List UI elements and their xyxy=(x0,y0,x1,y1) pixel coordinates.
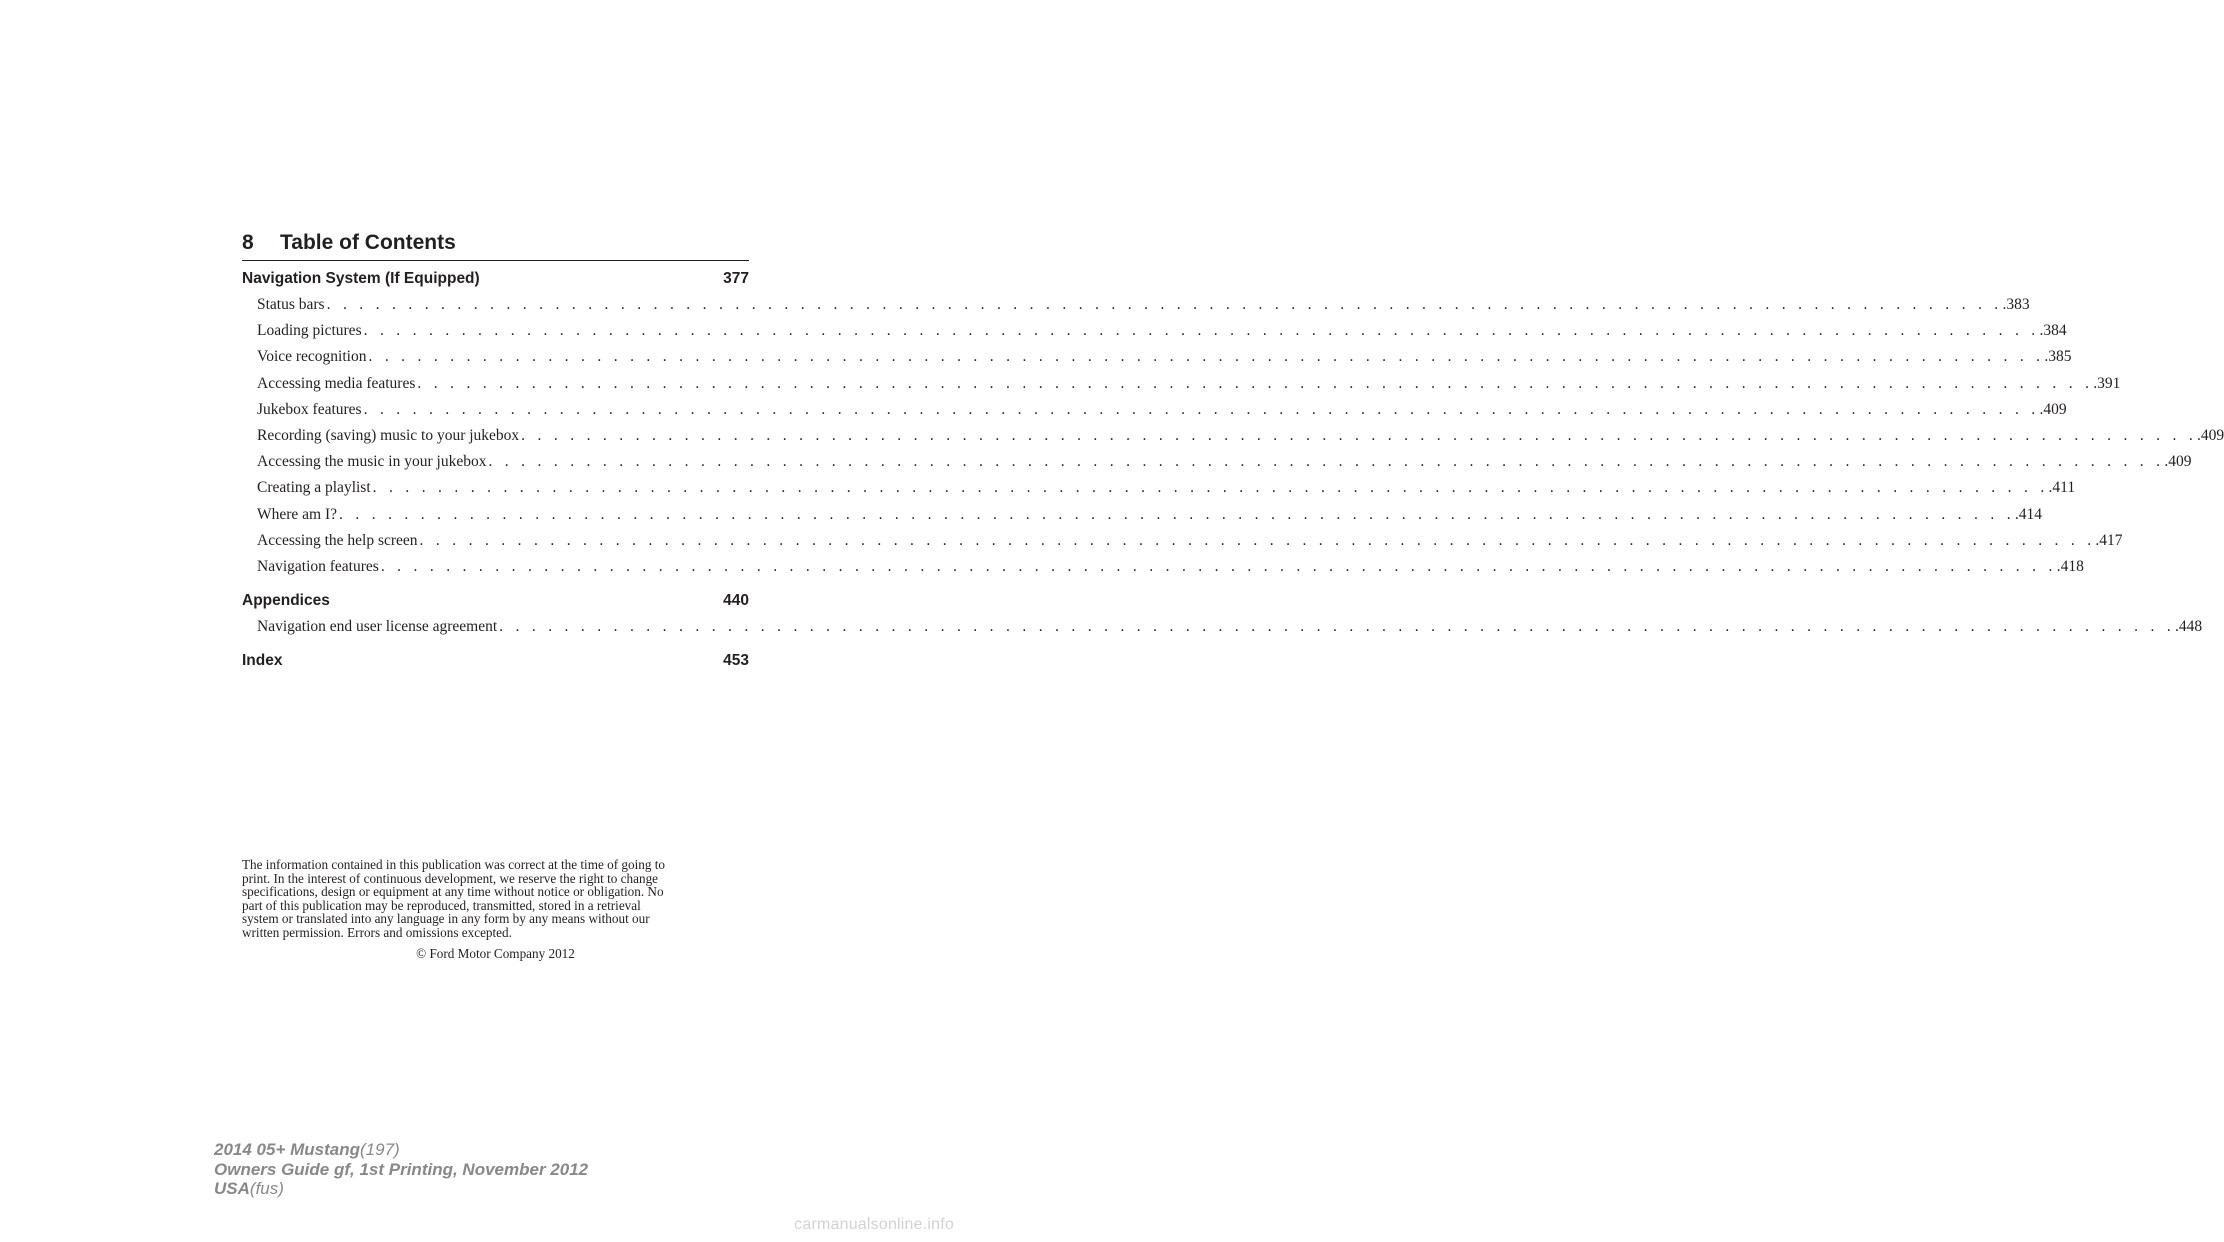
toc-section-index[interactable] xyxy=(242,648,749,674)
footer-region-code: (fus) xyxy=(249,1179,284,1198)
entry-label: Navigation features xyxy=(257,557,379,575)
toc-section-appendices[interactable] xyxy=(242,588,749,614)
disclaimer-line: print. In the interest of continuous development, we reserve the right to change xyxy=(242,870,659,886)
page-header xyxy=(242,228,749,261)
toc-entry[interactable] xyxy=(242,397,2067,423)
entry-page: .384 xyxy=(2039,322,2067,340)
print-footer xyxy=(214,1140,588,1199)
navigation-entries xyxy=(242,292,2224,580)
watermark: carmanualsonline.info xyxy=(794,1216,954,1233)
entry-label: Voice recognition xyxy=(257,348,367,366)
dot-leader: . . . . . . . . . . . . . . . . . . . . . . . . . . . . . . . . . . . . . . . . . . . . . . . . . . . . . . . . . . . . . . . . . . . . . . . . . . . . . . . . . . . . . . . . . . . . . . . . . . . . . . . xyxy=(368,348,2045,366)
footer-region: USA xyxy=(214,1179,250,1198)
entry-label: Where am I? xyxy=(257,505,338,523)
dot-leader: . . . . . . . . . . . . . . . . . . . . . . . . . . . . . . . . . . . . . . . . . . . . . . . . . . . . . . . . . . . . . . . . . . . . . . . . . . . . . . . . . . . . . . . . . . . . . . . . . . . . . . . xyxy=(521,426,2198,444)
toc-entry[interactable] xyxy=(242,423,2224,449)
section-title: Appendices xyxy=(242,592,330,610)
toc-entry[interactable] xyxy=(242,371,2121,397)
entry-label: Creating a playlist xyxy=(257,479,371,497)
copyright: © Ford Motor Company 2012 xyxy=(416,946,575,961)
entry-page: .417 xyxy=(2095,531,2123,549)
entry-label: Navigation end user license agreement xyxy=(257,618,498,636)
entry-label: Accessing the help screen xyxy=(257,531,418,549)
page-number: 8 xyxy=(242,231,254,254)
appendices-entries xyxy=(242,614,2203,640)
dot-leader: . . . . . . . . . . . . . . . . . . . . . . . . . . . . . . . . . . . . . . . . . . . . . . . . . . . . . . . . . . . . . . . . . . . . . . . . . . . . . . . . . . . . . . . . . . . . . . . . . . . . . . . xyxy=(339,505,2015,523)
toc-entry[interactable] xyxy=(242,475,2076,501)
entry-label: Recording (saving) music to your jukebox xyxy=(257,426,520,444)
footer-printing: Owners Guide gf, 1st Printing, November 2012 xyxy=(214,1159,589,1179)
dot-leader: . . . . . . . . . . . . . . . . . . . . . . . . . . . . . . . . . . . . . . . . . . . . . . . . . . . . . . . . . . . . . . . . . . . . . . . . . . . . . . . . . . . . . . . . . . . . . . . . . . . . . . . xyxy=(499,618,2176,636)
disclaimer xyxy=(242,858,752,940)
entry-page: .385 xyxy=(2044,348,2072,366)
dot-leader: . . . . . . . . . . . . . . . . . . . . . . . . . . . . . . . . . . . . . . . . . . . . . . . . . . . . . . . . . . . . . . . . . . . . . . . . . . . . . . . . . . . . . . . . . . . . . . . . . . . . . . . xyxy=(417,374,2094,392)
disclaimer-line: system or translated into any language in any form by any means without our xyxy=(242,911,650,927)
footer-page-code: (197) xyxy=(360,1140,400,1159)
entry-page: .409 xyxy=(2197,426,2224,444)
dot-leader: . . . . . . . . . . . . . . . . . . . . . . . . . . . . . . . . . . . . . . . . . . . . . . . . . . . . . . . . . . . . . . . . . . . . . . . . . . . . . . . . . . . . . . . . . . . . . . . . . . . . . . . xyxy=(488,453,2165,471)
entry-label: Accessing media features xyxy=(257,374,416,392)
toc-entry[interactable] xyxy=(242,344,2072,370)
footer-model: 2014 05+ Mustang xyxy=(214,1140,360,1159)
toc-section-navigation[interactable] xyxy=(242,266,749,292)
entry-page: .391 xyxy=(2093,374,2121,392)
page-title: Table of Contents xyxy=(280,231,456,254)
entry-label: Loading pictures xyxy=(257,322,362,340)
entry-page: .414 xyxy=(2014,505,2043,523)
entry-label: Accessing the music in your jukebox xyxy=(257,453,487,471)
entry-page: .383 xyxy=(2002,296,2030,313)
section-title: Navigation System (If Equipped) xyxy=(242,270,480,287)
toc-entry[interactable] xyxy=(242,528,2123,554)
section-page: 440 xyxy=(723,592,749,610)
section-title: Index xyxy=(242,652,283,670)
dot-leader: . . . . . . . . . . . . . . . . . . . . . . . . . . . . . . . . . . . . . . . . . . . . . . . . . . . . . . . . . . . . . . . . . . . . . . . . . . . . . . . . . . . . . . . . . . . . . . . . . . . . . . . xyxy=(380,557,2057,575)
disclaimer-line: specifications, design or equipment at any time without notice or obligation. No xyxy=(242,884,664,900)
toc-entry[interactable] xyxy=(242,318,2067,344)
dot-leader: . . . . . . . . . . . . . . . . . . . . . . . . . . . . . . . . . . . . . . . . . . . . . . . . . . . . . . . . . . . . . . . . . . . . . . . . . . . . . . . . . . . . . . . . . . . . . . . . . . . . . . . xyxy=(326,296,2003,313)
dot-leader: . . . . . . . . . . . . . . . . . . . . . . . . . . . . . . . . . . . . . . . . . . . . . . . . . . . . . . . . . . . . . . . . . . . . . . . . . . . . . . . . . . . . . . . . . . . . . . . . . . . . . . . xyxy=(419,531,2096,549)
entry-page: .409 xyxy=(2039,400,2067,418)
entry-label: Status bars xyxy=(257,296,325,313)
dot-leader: . . . . . . . . . . . . . . . . . . . . . . . . . . . . . . . . . . . . . . . . . . . . . . . . . . . . . . . . . . . . . . . . . . . . . . . . . . . . . . . . . . . . . . . . . . . . . . . . . . . . . . . xyxy=(363,400,2040,418)
disclaimer-line: part of this publication may be reproduced, transmitted, stored in a retrieval xyxy=(242,897,641,913)
section-page: 453 xyxy=(723,652,749,670)
entry-page: .418 xyxy=(2056,557,2084,575)
toc-entry[interactable] xyxy=(242,449,2192,475)
toc-entry[interactable] xyxy=(242,614,2203,640)
toc-entry[interactable] xyxy=(242,554,2084,580)
entry-page: .411 xyxy=(2048,479,2076,497)
disclaimer-line: The information contained in this publication was correct at the time of going to xyxy=(242,857,665,872)
toc-entry[interactable] xyxy=(242,292,2030,318)
toc-entry[interactable] xyxy=(242,502,2043,528)
entry-page: .448 xyxy=(2175,618,2203,636)
entry-page: .409 xyxy=(2164,453,2192,471)
table-of-contents xyxy=(242,266,2224,674)
dot-leader: . . . . . . . . . . . . . . . . . . . . . . . . . . . . . . . . . . . . . . . . . . . . . . . . . . . . . . . . . . . . . . . . . . . . . . . . . . . . . . . . . . . . . . . . . . . . . . . . . . . . . . . xyxy=(372,479,2049,497)
entry-label: Jukebox features xyxy=(257,400,362,418)
section-page: 377 xyxy=(723,270,749,287)
disclaimer-line: written permission. Errors and omissions excepted. xyxy=(242,924,512,940)
dot-leader: . . . . . . . . . . . . . . . . . . . . . . . . . . . . . . . . . . . . . . . . . . . . . . . . . . . . . . . . . . . . . . . . . . . . . . . . . . . . . . . . . . . . . . . . . . . . . . . . . . . . . . . xyxy=(363,322,2040,340)
